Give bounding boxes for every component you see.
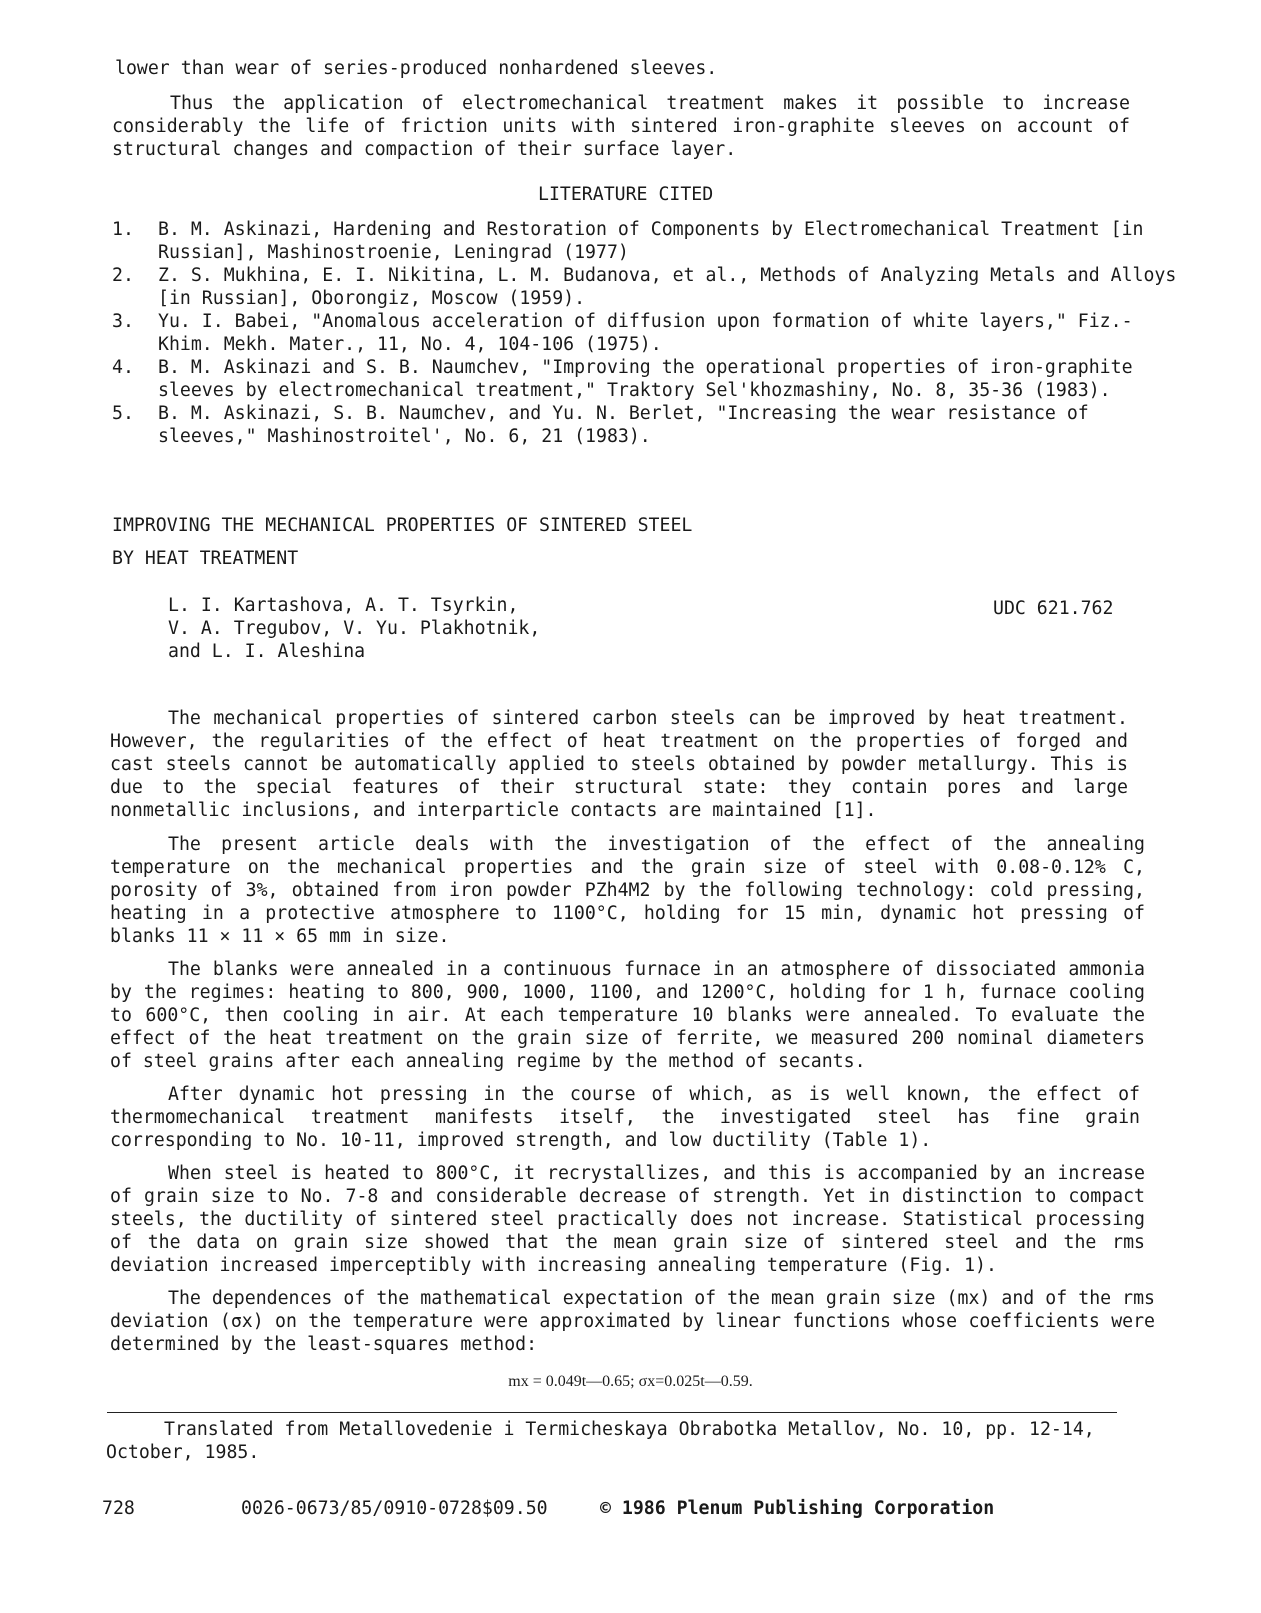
reference-number: 1. (112, 219, 134, 240)
udc-code: UDC 621.762 (993, 598, 1114, 619)
article-title-line2: BY HEAT TREATMENT (112, 548, 299, 569)
authors-line1: L. I. Kartashova, A. T. Tsyrkin, (168, 595, 519, 616)
reference-text: Z. S. Mukhina, E. I. Nikitina, L. M. Budanova, et al., Methods of Analyzing Metals and Alloys [in Russian], Oborongiz, Moscow (1959). (158, 265, 1177, 309)
body-paragraph-6: The dependences of the mathematical expectation of the mean grain size (mx) and of the rms deviation (σx) on the temperature were approximated by linear functions whose coefficients were determined by the least-squares method: (110, 1288, 1155, 1355)
continuation-line: lower than wear of series-produced nonhardened sleeves. (115, 58, 718, 79)
continuation-paragraph: Thus the application of electromechanical treatment makes it possible to increase considerably the life of friction units with sintered iron-graphite sleeves on account of structural changes and compaction of their surface layer. (112, 93, 1130, 160)
footnote-rule (107, 1412, 1117, 1413)
body-paragraph-3: The blanks were annealed in a continuous furnace in an atmosphere of dissociated ammonia by the regimes: heating to 800, 900, 1000, 1100, and 1200°C, holding for 1 h, furnace cooling to 600°C, then cooling in air. At each temperature 10 blanks were annealed. To evaluate the effect of the heat treatment on the grain size of ferrite, we measured 200 nominal diameters of steel grains after each annealing regime by the method of secants. (110, 959, 1145, 1072)
authors-line3: and L. I. Aleshina (168, 641, 366, 662)
article-title-line1: IMPROVING THE MECHANICAL PROPERTIES OF SINTERED STEEL (112, 515, 693, 536)
reference-text: Yu. I. Babei, "Anomalous acceleration of diffusion upon formation of white layers," Fiz.-Khim. Mekh. Mater., 11, No. 4, 104-106 (1975). (158, 311, 1133, 355)
reference-item (112, 218, 1182, 264)
authors-line2: V. A. Tregubov, V. Yu. Plakhotnik, (168, 618, 541, 639)
reference-number: 2. (112, 265, 134, 286)
reference-text: B. M. Askinazi, Hardening and Restoration of Components by Electromechanical Treatment [in Russian], Mashinostroenie, Leningrad (1977) (158, 219, 1144, 263)
body-paragraph-4: After dynamic hot pressing in the course of which, as is well known, the effect of thermomechanical treatment manifests itself, the investigated steel has fine grain corresponding to No. 10-11, improved strength, and low ductility (Table 1). (110, 1084, 1140, 1151)
formula: mx = 0.049t—0.65; σx=0.025t—0.59. (508, 1373, 753, 1390)
reference-item (112, 402, 1182, 448)
reference-number: 5. (112, 403, 134, 424)
footnote: Translated from Metallovedenie i Termicheskaya Obrabotka Metallov, No. 10, pp. 12-14, October, 1985. (106, 1419, 1095, 1463)
reference-item (112, 264, 1182, 310)
reference-list (112, 218, 1182, 448)
publication-code: 0026-0673/85/0910-0728$09.50 (241, 1498, 548, 1519)
reference-number: 4. (112, 357, 134, 378)
literature-heading: LITERATURE CITED (538, 184, 714, 205)
body-paragraph-2: The present article deals with the investigation of the effect of the annealing temperature on the mechanical properties and the grain size of steel with 0.08-0.12% C, porosity of 3%, obtained from iron powder PZh4M2 by the following technology: cold pressing, heating in a protective atmosphere to 1100°C, holding for 15 min, dynamic hot pressing of blanks 11 × 11 × 65 mm in size. (110, 834, 1145, 947)
reference-item (112, 310, 1182, 356)
reference-number: 3. (112, 311, 134, 332)
body-paragraph-1: The mechanical properties of sintered carbon steels can be improved by heat treatment. However, the regularities of the effect of heat treatment on the properties of forged and cast steels cannot be automatically applied to steels obtained by powder metallurgy. This is due to the special features of their structural state: they contain pores and large nonmetallic inclusions, and interparticle contacts are maintained [1]. (110, 708, 1128, 821)
copyright: © 1986 Plenum Publishing Corporation (600, 1498, 995, 1519)
reference-text: B. M. Askinazi and S. B. Naumchev, "Improving the operational properties of iron-graphite sleeves by electromechanical treatment," Traktory Sel'khozmashiny, No. 8, 35-36 (1983). (158, 357, 1133, 401)
reference-text: B. M. Askinazi, S. B. Naumchev, and Yu. N. Berlet, "Increasing the wear resistance of sleeves," Mashinostroitel', No. 6, 21 (1983). (158, 403, 1089, 447)
page-number: 728 (102, 1498, 135, 1519)
reference-item (112, 356, 1182, 402)
body-paragraph-5: When steel is heated to 800°C, it recrystallizes, and this is accompanied by an increase of grain size to No. 7-8 and considerable decrease of strength. Yet in distinction to compact steels, the ductility of sintered steel practically does not increase. Statistical processing of the data on grain size showed that the mean grain size of sintered steel and the rms deviation increased imperceptibly with increasing annealing temperature (Fig. 1). (110, 1163, 1145, 1276)
